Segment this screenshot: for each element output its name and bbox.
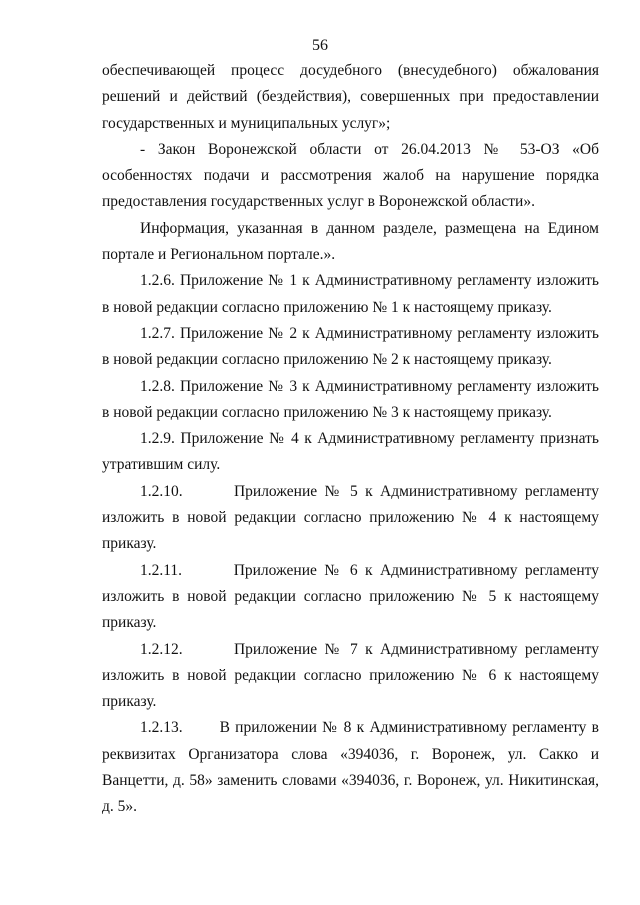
paragraph-information-notice: Информация, указанная в данном разделе, размещена на Едином портале и Региональном портале.». xyxy=(102,219,599,264)
paragraph-1-2-9: 1.2.9. Приложение № 4 к Административному регламенту признать утратившим силу. xyxy=(102,430,599,474)
paragraph-continuation: обеспечивающей процесс досудебного (внесудебного) обжалования решений и действий (бездействия), совершенных при предоставлении государственных и муниципальных услуг»; xyxy=(102,62,599,132)
paragraph-1-2-13: 1.2.13. В приложении № 8 к Административному регламенту в реквизитах Организатора слова «394036, г. Воронеж, ул. Сакко и Ванцетти, д. 58» заменить словами «394036, г. Воронеж, ул. Никитинская, д. 5». xyxy=(102,719,599,816)
paragraph-law-reference: - Закон Воронежской области от 26.04.2013 № 53-ОЗ «Об особенностях подачи и рассмотрения жалоб на нарушение порядка предоставления государственных услуг в Воронежской области». xyxy=(102,140,599,211)
paragraph-1-2-11: 1.2.11. Приложение № 6 к Административному регламенту изложить в новой редакции согласно приложению № 5 к настоящему приказу. xyxy=(102,561,599,632)
paragraph-1-2-10: 1.2.10. Приложение № 5 к Административному регламенту изложить в новой редакции согласно приложению № 4 к настоящему приказу. xyxy=(102,482,599,553)
paragraph-1-2-12: 1.2.12. Приложение № 7 к Административному регламенту изложить в новой редакции согласно приложению № 6 к настоящему приказу. xyxy=(102,640,599,711)
document-body xyxy=(102,58,599,821)
paragraph-1-2-6: 1.2.6. Приложение № 1 к Административному регламенту изложить в новой редакции согласно приложению № 1 к настоящему приказу. xyxy=(102,272,599,316)
paragraph-1-2-7: 1.2.7. Приложение № 2 к Административному регламенту изложить в новой редакции согласно приложению № 2 к настоящему приказу. xyxy=(102,324,599,369)
paragraph-1-2-8: 1.2.8. Приложение № 3 к Административному регламенту изложить в новой редакции согласно приложению № 3 к настоящему приказу. xyxy=(102,377,599,421)
page-number: 56 xyxy=(312,37,328,54)
